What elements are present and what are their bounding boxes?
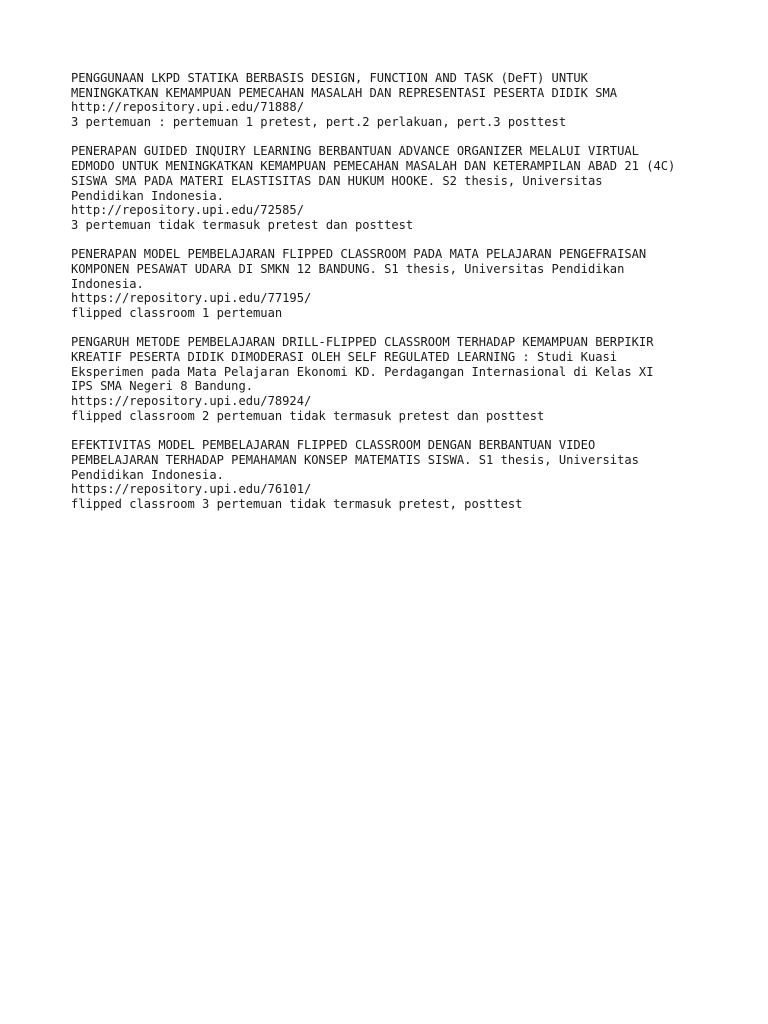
entry-title-line: EDMODO UNTUK MENINGKATKAN KEMAMPUAN PEMECAHAN MASALAH DAN KETERAMPILAN ABAD 21 (4C)	[71, 159, 676, 174]
reference-entry-2	[71, 144, 711, 232]
entry-title-line: PENGGUNAAN LKPD STATIKA BERBASIS DESIGN, FUNCTION AND TASK (DeFT) UNTUK	[71, 71, 588, 85]
entry-title-line: MENINGKATKAN KEMAMPUAN PEMECAHAN MASALAH DAN REPRESENTASI PESERTA DIDIK SMA	[71, 85, 618, 100]
entry-note: flipped classroom 2 pertemuan tidak termasuk pretest dan posttest	[71, 408, 545, 423]
document-page	[71, 71, 711, 526]
reference-entry-1	[71, 71, 711, 130]
entry-title-line: PENERAPAN MODEL PEMBELAJARAN FLIPPED CLASSROOM PADA MATA PELAJARAN PENGEFRAISAN	[71, 247, 647, 262]
entry-note: 3 pertemuan tidak termasuk pretest dan posttest	[71, 217, 414, 232]
entry-url: http://repository.upi.edu/71888/	[71, 100, 304, 115]
reference-entry-4	[71, 335, 711, 423]
entry-title-line: Indonesia.	[71, 276, 144, 291]
entry-title-line: KOMPONEN PESAWAT UDARA DI SMKN 12 BANDUNG. S1 thesis, Universitas Pendidikan	[71, 261, 625, 276]
entry-title-line: SISWA SMA PADA MATERI ELASTISITAS DAN HUKUM HOOKE. S2 thesis, Universitas	[71, 173, 603, 188]
entry-title-line: KREATIF PESERTA DIDIK DIMODERASI OLEH SELF REGULATED LEARNING : Studi Kuasi	[71, 350, 618, 365]
entry-note: 3 pertemuan : pertemuan 1 pretest, pert.2 perlakuan, pert.3 posttest	[71, 115, 567, 130]
entry-url: https://repository.upi.edu/76101/	[71, 482, 312, 497]
entry-title-line: Pendidikan Indonesia.	[71, 467, 224, 482]
entry-title-line: PEMBELAJARAN TERHADAP PEMAHAMAN KONSEP MATEMATIS SISWA. S1 thesis, Universitas	[71, 452, 639, 467]
entry-url: http://repository.upi.edu/72585/	[71, 203, 304, 218]
entry-title-line: PENGARUH METODE PEMBELAJARAN DRILL-FLIPPED CLASSROOM TERHADAP KEMAMPUAN BERPIKIR	[71, 335, 654, 350]
entry-title-line: Pendidikan Indonesia.	[71, 188, 224, 203]
entry-url: https://repository.upi.edu/78924/	[71, 394, 312, 409]
entry-title-line: IPS SMA Negeri 8 Bandung.	[71, 379, 254, 394]
entry-note: flipped classroom 1 pertemuan	[71, 306, 283, 321]
reference-entry-3	[71, 247, 711, 321]
entry-url: https://repository.upi.edu/77195/	[71, 291, 312, 306]
entry-title-line: Eksperimen pada Mata Pelajaran Ekonomi KD. Perdagangan Internasional di Kelas XI	[71, 364, 654, 379]
entry-note: flipped classroom 3 pertemuan tidak termasuk pretest, posttest	[71, 496, 523, 511]
entry-title-line: EFEKTIVITAS MODEL PEMBELAJARAN FLIPPED CLASSROOM DENGAN BERBANTUAN VIDEO	[71, 438, 596, 453]
reference-entry-5	[71, 438, 711, 512]
entry-title-line: PENERAPAN GUIDED INQUIRY LEARNING BERBANTUAN ADVANCE ORGANIZER MELALUI VIRTUAL	[71, 144, 639, 159]
